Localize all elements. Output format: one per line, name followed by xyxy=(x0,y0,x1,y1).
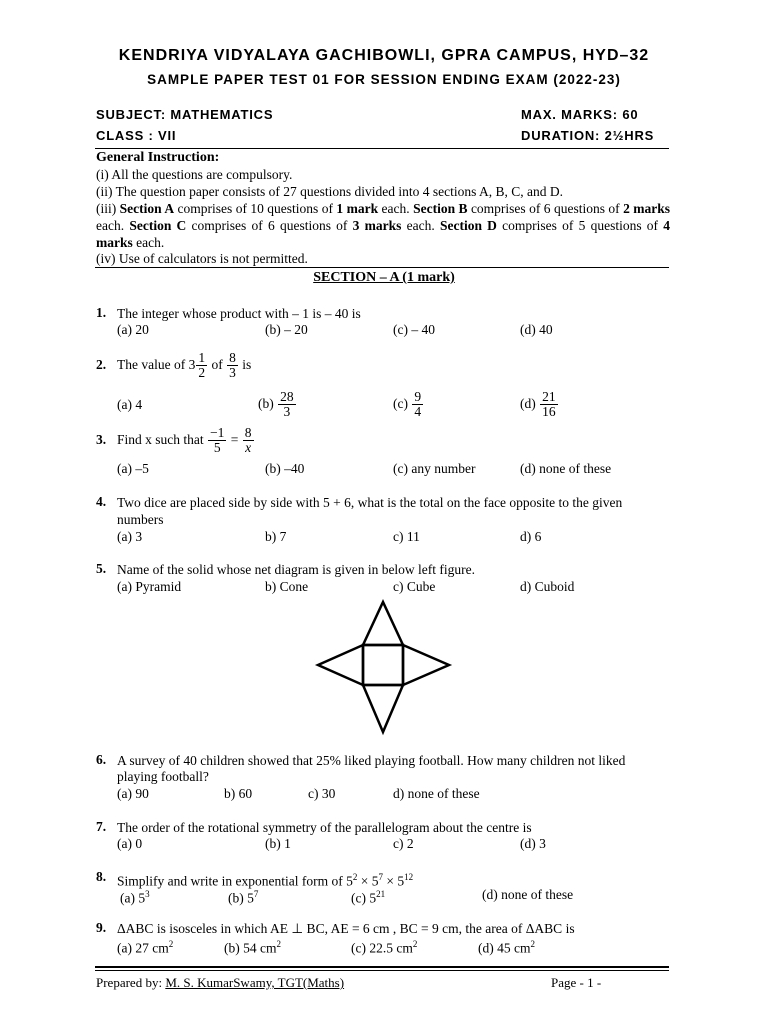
q4-option-d: d) 6 xyxy=(520,529,542,544)
q6-number: 6. xyxy=(96,752,107,767)
q1-text: The integer whose product with – 1 is – 40 is xyxy=(117,306,361,321)
q5-text: Name of the solid whose net diagram is given in below left figure. xyxy=(117,562,476,577)
instructions-title: General Instruction: xyxy=(96,150,220,165)
net-triangle-right xyxy=(403,645,449,685)
q3-option-d: (d) none of these xyxy=(520,461,612,476)
instruction-ii: (ii) The question paper consists of 27 questions divided into 4 sections A, B, C, and D. xyxy=(96,184,563,199)
q1-option-b: (b) – 20 xyxy=(265,322,308,337)
q9-option-d: (d) 45 $cm^2$ xyxy=(478,939,535,956)
q1-option-d: (d) 40 xyxy=(520,322,553,337)
footer-divider-thin xyxy=(95,970,669,971)
footer-prepared-by: Prepared by: M. S. KumarSwamy, TGT(Maths) xyxy=(96,975,345,990)
q4-option-c: c) 11 xyxy=(393,529,420,544)
pyramid-net-figure xyxy=(314,598,464,738)
q9-option-b: (b) 54 $cm^2$ xyxy=(224,939,281,956)
q8-option-c: (c) $5^{21}$ xyxy=(351,889,386,906)
q6-option-a: (a) 90 xyxy=(117,786,149,801)
q1-number: 1. xyxy=(96,305,107,320)
instructions-divider xyxy=(95,267,669,268)
q2-number: 2. xyxy=(96,357,107,372)
q9-text: ΔABC is isosceles in which AE ⊥ BC, AE = 6 cm , BC = 9 cm, the area of ΔABC is xyxy=(117,921,575,936)
instruction-iv: (iv) Use of calculators is not permitted. xyxy=(96,251,308,266)
q8-option-d: (d) none of these xyxy=(482,887,574,902)
q1-option-c: (c) – 40 xyxy=(393,322,435,337)
q9-option-a: (a) 27 $cm^2$ xyxy=(117,939,174,956)
q3-option-b: (b) –40 xyxy=(265,461,305,476)
net-triangle-top xyxy=(363,602,403,645)
q6-text-line1: A survey of 40 children showed that 25% liked playing football. How many children not liked xyxy=(117,753,626,768)
net-triangle-bottom xyxy=(363,685,403,732)
q5-number: 5. xyxy=(96,561,107,576)
q7-option-a: (a) 0 xyxy=(117,836,143,851)
q3-number: 3. xyxy=(96,432,107,447)
q8-option-b: (b) $5^7$ xyxy=(228,889,259,906)
q9-number: 9. xyxy=(96,920,107,935)
footer-divider-thick xyxy=(95,966,669,968)
q2-option-b: (b) $\frac{28}{3}$ xyxy=(258,389,294,420)
net-triangle-left xyxy=(318,645,363,685)
instruction-iii: (iii) Section A comprises of 10 questions of 1 mark each. Section B comprises of 6 questions of 2 marks each. Section C comprises of 6 questions of 3 marks each. Section D comprises of 5 questions of 4 marks each. xyxy=(96,201,671,250)
q6-text-line2: playing football? xyxy=(117,769,209,784)
instruction-i: (i) All the questions are compulsory. xyxy=(96,167,293,182)
q7-number: 7. xyxy=(96,819,107,834)
class-label: CLASS : VII xyxy=(96,128,177,143)
q8-number: 8. xyxy=(96,869,107,884)
school-name: KENDRIYA VIDYALAYA GACHIBOWLI, GPRA CAMPUS, HYD–32 xyxy=(118,47,650,64)
q3-text: Find x such that $\frac{-1}{5}$ = $\frac{8}{x}$ xyxy=(117,425,252,456)
paper-title: SAMPLE PAPER TEST 01 FOR SESSION ENDING EXAM (2022-23) xyxy=(147,72,621,87)
subject-label: SUBJECT: MATHEMATICS xyxy=(96,107,274,122)
q4-text-line1: Two dice are placed side by side with 5 + 6, what is the total on the face opposite to the given xyxy=(117,495,623,510)
q4-text-line2: numbers xyxy=(117,512,164,527)
footer-page-number: Page - 1 - xyxy=(551,975,602,990)
q6-option-d: d) none of these xyxy=(393,786,480,801)
q2-option-a: (a) 4 xyxy=(117,397,143,412)
q4-option-a: (a) 3 xyxy=(117,529,143,544)
q3-option-a: (a) –5 xyxy=(117,461,149,476)
q3-option-c: (c) any number xyxy=(393,461,476,476)
q7-option-c: c) 2 xyxy=(393,836,414,851)
q5-option-a: (a) Pyramid xyxy=(117,579,182,594)
max-marks-label: MAX. MARKS: 60 xyxy=(521,107,639,122)
q1-option-a: (a) 20 xyxy=(117,322,149,337)
q6-option-c: c) 30 xyxy=(308,786,336,801)
q7-option-b: (b) 1 xyxy=(265,836,291,851)
q7-text: The order of the rotational symmetry of the parallelogram about the centre is xyxy=(117,820,532,835)
q6-option-b: b) 60 xyxy=(224,786,253,801)
net-square-base xyxy=(363,645,403,685)
q5-option-d: d) Cuboid xyxy=(520,579,575,594)
q8-option-a: (a) $5^3$ xyxy=(120,889,150,906)
q5-option-b: b) Cone xyxy=(265,579,309,594)
q4-option-b: b) 7 xyxy=(265,529,287,544)
q8-text: Simplify and write in exponential form of $5^2 \times 5^7 \times 5^{12}$ xyxy=(117,872,414,889)
q5-option-c: c) Cube xyxy=(393,579,436,594)
duration-label: DURATION: 2½HRS xyxy=(521,128,655,143)
q4-number: 4. xyxy=(96,494,107,509)
q2-option-d: (d) $\frac{21}{16}$ xyxy=(520,389,556,420)
q2-option-c: (c) $\frac{9}{4}$ xyxy=(393,389,422,420)
q2-text: The value of 3 $\frac{1}{2}$ of $\frac{8}{3}$ is xyxy=(117,350,252,381)
section-a-title: SECTION – A (1 mark) xyxy=(313,270,455,285)
q9-option-c: (c) 22.5 $cm^2$ xyxy=(351,939,418,956)
footer-author: M. S. KumarSwamy, TGT(Maths) xyxy=(165,975,345,990)
q7-option-d: (d) 3 xyxy=(520,836,546,851)
